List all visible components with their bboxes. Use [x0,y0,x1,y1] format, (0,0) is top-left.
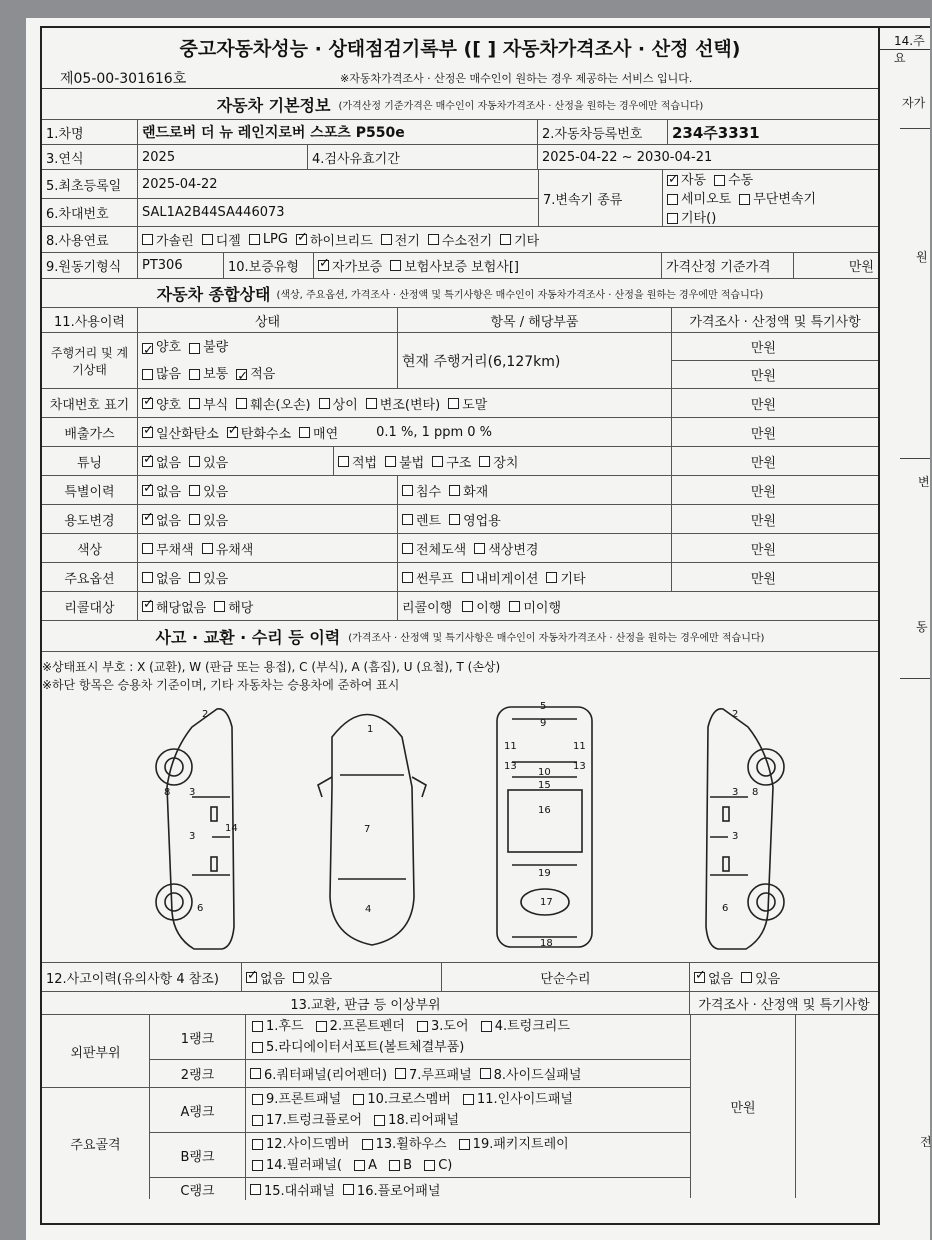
options-items [398,563,672,591]
chromatic-checkbox[interactable]: 유채색 [202,539,254,558]
hc-checkbox[interactable]: ✓ 탄화수소 [227,423,291,442]
price-unit: 만원 [848,260,874,275]
trans-auto-checkbox[interactable]: ✓ 자동 [667,172,706,189]
frame-group [42,1088,690,1199]
warranty-self-checkbox[interactable]: ✓ 자가보증 [318,256,382,275]
first-reg-vin-block [42,170,539,226]
row-year [42,145,878,170]
rankC-items [246,1178,690,1200]
tuning-structure-checkbox[interactable]: 구조 [432,452,471,471]
emission-values: 0.1 %, 1 ppm 0 % [376,424,493,440]
part-num-19: 19 [538,868,551,879]
part-num-5: 5 [540,701,547,712]
part-num-10: 10 [538,767,551,778]
row-recall [42,592,878,621]
row-color [42,534,878,563]
emission-options [138,418,672,446]
trans-label: 7.변속기 종류 [539,170,663,226]
rank1-label: 1랭크 [150,1015,246,1059]
row-accident-history [42,963,878,992]
front-fender-checkbox[interactable]: 2.프론트펜더 [316,1017,405,1036]
mileage-text: 현재 주행거리(6,127km) [398,333,672,388]
part-num-11-left: 11 [504,741,517,752]
mileage-price-row-1 [672,333,878,361]
business-checkbox[interactable]: 영업용 [449,510,501,529]
use-change-unit: 만원 [750,513,776,529]
part-num-7: 7 [364,824,371,835]
accident-history-label: 12.사고이력(유의사항 4 참조) [42,963,242,991]
fire-checkbox[interactable]: 화재 [449,481,488,500]
part-num-14-left: 14 [225,823,238,834]
mileage-many-checkbox[interactable]: 많음 [142,363,181,387]
part-num-3-right-rear: 3 [732,831,739,842]
vin-value: SAL1A2B44SA446073 [142,205,285,220]
tuning-illegal-checkbox[interactable]: 불법 [385,452,424,471]
col-item: 항목 / 해당부품 [398,308,672,332]
basic-info-title: 자동차 기본정보 [216,95,331,115]
part-num-15: 15 [538,780,551,791]
inside-panel-checkbox[interactable]: 11.인사이드패널 [463,1090,573,1109]
vin-altered-checkbox[interactable]: 변조(변타) [366,394,440,413]
special-label: 특별이력 [42,476,138,504]
next-page-edge [880,26,930,1225]
first-reg-value: 2025-04-22 [142,176,218,192]
col-history: 11.사용이력 [42,308,138,332]
trans-options [663,170,878,226]
use-none-checkbox[interactable]: ✓ 없음 [142,510,181,529]
row-first-reg-vin [42,170,878,227]
recall-state [138,592,398,620]
basic-info-heading [42,89,878,120]
row-first-reg [42,170,538,199]
gauge-good-checkbox[interactable]: ✓ 양호 [142,336,181,360]
navigation-checkbox[interactable]: 내비게이션 [462,568,539,587]
pillar-panel-checkbox[interactable]: 14.필러패널( [252,1156,342,1175]
mileage-label: 주행거리 및 계기상태 [42,333,138,388]
fuel-gasoline-checkbox[interactable]: 가솔린 [142,230,194,249]
hood-checkbox[interactable]: 1.후드 [252,1017,304,1036]
row-vin-plate [42,389,878,418]
vin-corrosion-checkbox[interactable]: 부식 [189,394,228,413]
row-emission [42,418,878,447]
part-num-1: 1 [367,724,374,735]
emission-unit: 만원 [750,426,776,442]
part-num-18: 18 [540,938,553,949]
floor-panel-checkbox[interactable]: 16.플로어패널 [343,1180,440,1199]
outer-panel-label: 외판부위 [42,1015,150,1087]
warranty-label: 10.보증유형 [224,253,314,278]
emission-label: 배출가스 [42,418,138,446]
side-line-2 [900,458,930,459]
side-text-3: 변 [918,475,930,489]
fuel-other-checkbox[interactable]: 기타 [500,230,539,249]
trans-other-checkbox[interactable]: 기타() [667,210,716,227]
side-text-1: 자가 [902,96,926,110]
color-state [138,534,398,562]
color-label: 색상 [42,534,138,562]
reg-value: 234주3331 [672,123,760,142]
simple-repair-label: 단순수리 [442,963,690,991]
roof-panel-checkbox[interactable]: 7.루프패널 [395,1064,472,1083]
parts-note-blank [796,1015,878,1198]
accident-note: (가격조사 · 산정액 및 특기사항은 매수인이 자동차가격조사 · 산정을 원하는 경우에만 적습니다) [348,632,765,644]
vin-good-checkbox[interactable]: ✓ 양호 [142,394,181,413]
repair-none-checkbox[interactable]: ✓ 없음 [694,968,733,987]
vin-smeared-checkbox[interactable]: 도말 [448,394,487,413]
part-num-2-left: 2 [202,709,209,720]
tuning-unit: 만원 [750,455,776,471]
car-left-side-view [156,709,234,949]
options-none-checkbox[interactable]: 없음 [142,568,181,587]
vin-damage-checkbox[interactable]: 훼손(오손) [236,394,310,413]
part-num-8-left: 8 [164,787,171,798]
part-num-13-front-left: 13 [504,761,517,772]
row-vin [42,199,538,226]
form-header [42,28,878,89]
rankC-label: C랭크 [150,1178,246,1200]
recall-na-checkbox[interactable]: ✓ 해당없음 [142,597,206,616]
side-text-5: 전 [920,1135,932,1149]
overall-heading [42,279,878,308]
parts-note-heading: 가격조사 · 산정액 및 특기사항 [698,997,870,1013]
options-exists-checkbox[interactable]: 있음 [189,568,228,587]
accident-history-options [242,963,442,991]
use-change-state [138,505,398,533]
use-exists-checkbox[interactable]: 있음 [189,510,228,529]
options-unit: 만원 [750,571,776,587]
color-change-checkbox[interactable]: 색상변경 [474,539,538,558]
legend-note: ※하단 항목은 승용차 기준이며, 기타 자동차는 승용차에 준하여 표시 [42,678,400,692]
special-items [398,476,672,504]
rankB-items [246,1133,690,1177]
front-panel-checkbox[interactable]: 9.프론트패널 [252,1090,341,1109]
use-change-label: 용도변경 [42,505,138,533]
tuning-device-checkbox[interactable]: 장치 [479,452,518,471]
rankA-label: A랭크 [150,1088,246,1132]
part-num-11-right: 11 [573,741,586,752]
fuel-hybrid-checkbox[interactable]: ✓ 하이브리드 [296,230,373,249]
row-car-name [42,120,878,145]
simple-repair-options [690,963,878,991]
form-title: 중고자동차성능 · 상태점검기록부 ([ ] 자동차가격조사 · 산정 선택) [179,38,741,60]
row-engine [42,253,878,279]
col-price: 가격조사 · 산정액 및 특기사항 [689,314,861,330]
vin-mismatch-checkbox[interactable]: 상이 [319,394,358,413]
overall-col-header [42,308,878,333]
mileage-normal-checkbox[interactable]: 보통 [189,363,228,387]
part-num-6-right: 6 [722,903,729,914]
rent-checkbox[interactable]: 렌트 [402,510,441,529]
accident-title: 사고 · 교환 · 수리 등 이력 [155,627,341,647]
row-options [42,563,878,592]
first-reg-label: 5.최초등록일 [42,170,138,198]
rank2-items [246,1060,690,1087]
tuning-none-checkbox[interactable]: ✓ 없음 [142,452,181,471]
accident-none-checkbox[interactable]: ✓ 없음 [246,968,285,987]
flood-checkbox[interactable]: 침수 [402,481,441,500]
trunk-floor-checkbox[interactable]: 17.트렁크플로어 [252,1111,362,1130]
mileage-states [138,333,398,388]
recall-status [398,592,878,620]
side-sill-checkbox[interactable]: 8.사이드실패널 [480,1064,582,1083]
trans-semi-checkbox[interactable]: 세미오토 [667,191,731,208]
parts-left [42,1015,691,1198]
rankC-row [150,1178,690,1200]
sunroof-checkbox[interactable]: 썬루프 [402,568,454,587]
co-checkbox[interactable]: ✓ 일산화탄소 [142,423,219,442]
service-notice: ※자동차가격조사 · 산정은 매수인이 원하는 경우 제공하는 서비스 입니다. [340,72,693,85]
recall-label: 리콜대상 [42,592,138,620]
special-none-checkbox[interactable]: ✓ 없음 [142,481,181,500]
rank2-label: 2랭크 [150,1060,246,1087]
gauge-bad-checkbox[interactable]: 불량 [189,336,228,360]
part-num-9: 9 [540,718,547,729]
part-num-3-right-front: 3 [732,787,739,798]
radiator-support-checkbox[interactable]: 5.라디에이터서포트(볼트체결부품) [252,1038,464,1057]
rank1-items [246,1015,690,1059]
vin-label: 6.차대번호 [42,199,138,226]
part-num-16: 16 [538,805,551,816]
parts-table [42,1015,878,1198]
car-top-view [318,715,426,946]
parts-heading: 13.교환, 판금 등 이상부위 [42,992,690,1014]
side-item-label: 14.주요 [880,28,930,50]
package-tray-checkbox[interactable]: 19.패키지트레이 [459,1135,569,1154]
col-state: 상태 [138,308,398,332]
rankA-items [246,1088,690,1132]
part-num-13-front-right: 13 [573,761,586,772]
mileage-price-cells [672,333,878,388]
fuel-diesel-checkbox[interactable]: 디젤 [202,230,241,249]
outer-panel-group [42,1015,690,1088]
row-mileage [42,333,878,389]
year-label: 3.연식 [42,145,138,169]
row-special [42,476,878,505]
rankB-row [150,1133,690,1178]
mileage-price-unit-1: 만원 [750,341,776,356]
tuning-label: 튜닝 [42,447,138,475]
row-use-change [42,505,878,534]
trans-cvt-checkbox[interactable]: 무단변속기 [739,191,816,208]
options-state [138,563,398,591]
part-num-8-right: 8 [752,787,759,798]
full-paint-checkbox[interactable]: 전체도색 [402,539,466,558]
rear-panel-checkbox[interactable]: 18.리어패널 [374,1111,459,1130]
part-num-17: 17 [540,897,553,908]
parts-price-unit-text: 만원 [730,1101,756,1116]
recall-notdone-checkbox[interactable]: 미이행 [509,597,561,616]
vin-plate-label: 차대번호 표기 [42,389,138,417]
side-text-2: 원 [916,250,928,264]
pillar-a-checkbox[interactable]: A [354,1156,377,1175]
achromatic-checkbox[interactable]: 무채색 [142,539,194,558]
legend-symbols: ※상태표시 부호 : X (교환), W (판금 또는 용접), C (부식), A (흠집), U (요철), T (손상) [42,660,501,674]
special-exists-checkbox[interactable]: 있음 [189,481,228,500]
vin-plate-options [138,389,672,417]
fuel-label: 8.사용연료 [42,227,138,252]
dash-panel-checkbox[interactable]: 15.대쉬패널 [250,1180,335,1199]
options-label: 주요옵션 [42,563,138,591]
warranty-options [314,253,662,278]
part-num-6-left: 6 [197,903,204,914]
parts-price-unit [691,1015,796,1198]
mileage-price-row-2 [672,361,878,388]
accident-heading [42,621,878,652]
pillar-c-checkbox[interactable]: C) [424,1156,452,1175]
row-fuel [42,227,878,253]
special-unit: 만원 [750,484,776,500]
rank2-row [150,1060,690,1087]
mileage-few-checkbox[interactable]: ✓ 적음 [236,363,275,387]
car-diagram [42,697,878,962]
use-change-items [398,505,672,533]
rank1-row [150,1015,690,1060]
wheel-house-checkbox[interactable]: 13.휠하우스 [362,1135,447,1154]
inspect-value: 2025-04-22 ~ 2030-04-21 [542,149,713,165]
inspection-form [40,26,880,1225]
part-num-2-right: 2 [732,709,739,720]
vin-plate-unit: 만원 [750,397,776,413]
recall-yes-checkbox[interactable]: 해당 [214,597,253,616]
recall-status-label: 리콜이행 [402,600,453,616]
mileage-price-unit-2: 만원 [750,369,776,384]
color-unit: 만원 [750,542,776,558]
options-other-checkbox[interactable]: 기타 [546,568,585,587]
parts-header [42,992,878,1015]
overall-note: (색상, 주요옵션, 가격조사 · 산정액 및 특기사항은 매수인이 자동차가격조사 · 산정을 원하는 경우에만 적습니다) [276,289,764,301]
accident-exists-checkbox[interactable]: 있음 [293,968,332,987]
outer-panel-ranks [150,1015,690,1087]
overall-title: 자동차 종합상태 [156,284,271,304]
side-text-4: 동 [916,620,928,634]
color-items [398,534,672,562]
reg-label: 2.자동차등록번호 [538,120,668,144]
quarter-panel-checkbox[interactable]: 6.쿼터패널(리어펜더) [250,1064,387,1083]
car-right-side-view [706,709,784,949]
inspect-label: 4.검사유효기간 [308,145,538,169]
fuel-electric-checkbox[interactable]: 전기 [381,230,420,249]
repair-exists-checkbox[interactable]: 있음 [741,968,780,987]
fuel-hydrogen-checkbox[interactable]: 수소전기 [428,230,492,249]
fuel-options [138,227,878,252]
year-value: 2025 [138,145,308,169]
frame-label: 주요골격 [42,1088,150,1199]
engine-value: PT306 [138,253,224,278]
cross-member-checkbox[interactable]: 10.크로스멤버 [353,1090,450,1109]
price-label: 가격산정 기준가격 [662,253,794,278]
rankA-row [150,1088,690,1133]
side-member-checkbox[interactable]: 12.사이드멤버 [252,1135,349,1154]
part-num-3-left-front: 3 [189,787,196,798]
frame-ranks [150,1088,690,1199]
tuning-state [138,447,334,475]
row-tuning [42,447,878,476]
recall-done-checkbox[interactable]: 이행 [462,597,501,616]
tuning-legal-checkbox[interactable]: 적법 [338,452,377,471]
part-num-4: 4 [365,904,372,915]
side-line-1 [900,128,930,129]
car-name-value: 랜드로버 더 뉴 레인지로버 스포츠 P550e [138,120,538,144]
special-state [138,476,398,504]
tuning-items [334,447,672,475]
smoke-checkbox[interactable]: 매연 [299,423,338,442]
engine-label: 9.원동기형식 [42,253,138,278]
side-line-3 [900,678,930,679]
diagram-area [42,652,878,963]
form-number: 제05-00-301616호 [60,71,187,87]
fuel-lpg-checkbox[interactable]: LPG [249,232,288,247]
door-checkbox[interactable]: 3.도어 [417,1017,469,1036]
trunk-lid-checkbox[interactable]: 4.트렁크리드 [481,1017,570,1036]
tuning-exists-checkbox[interactable]: 있음 [189,452,228,471]
trans-manual-checkbox[interactable]: 수동 [714,172,753,189]
rankB-label: B랭크 [150,1133,246,1177]
part-num-3-left-rear: 3 [189,831,196,842]
pillar-b-checkbox[interactable]: B [389,1156,412,1175]
basic-info-note: (가격산정 기준가격은 매수인이 자동차가격조사 · 산정을 원하는 경우에만 적습니다) [338,100,704,112]
warranty-ins-checkbox[interactable]: 보험사보증 보험사[] [390,256,519,275]
car-name-label: 1.차명 [42,120,138,144]
